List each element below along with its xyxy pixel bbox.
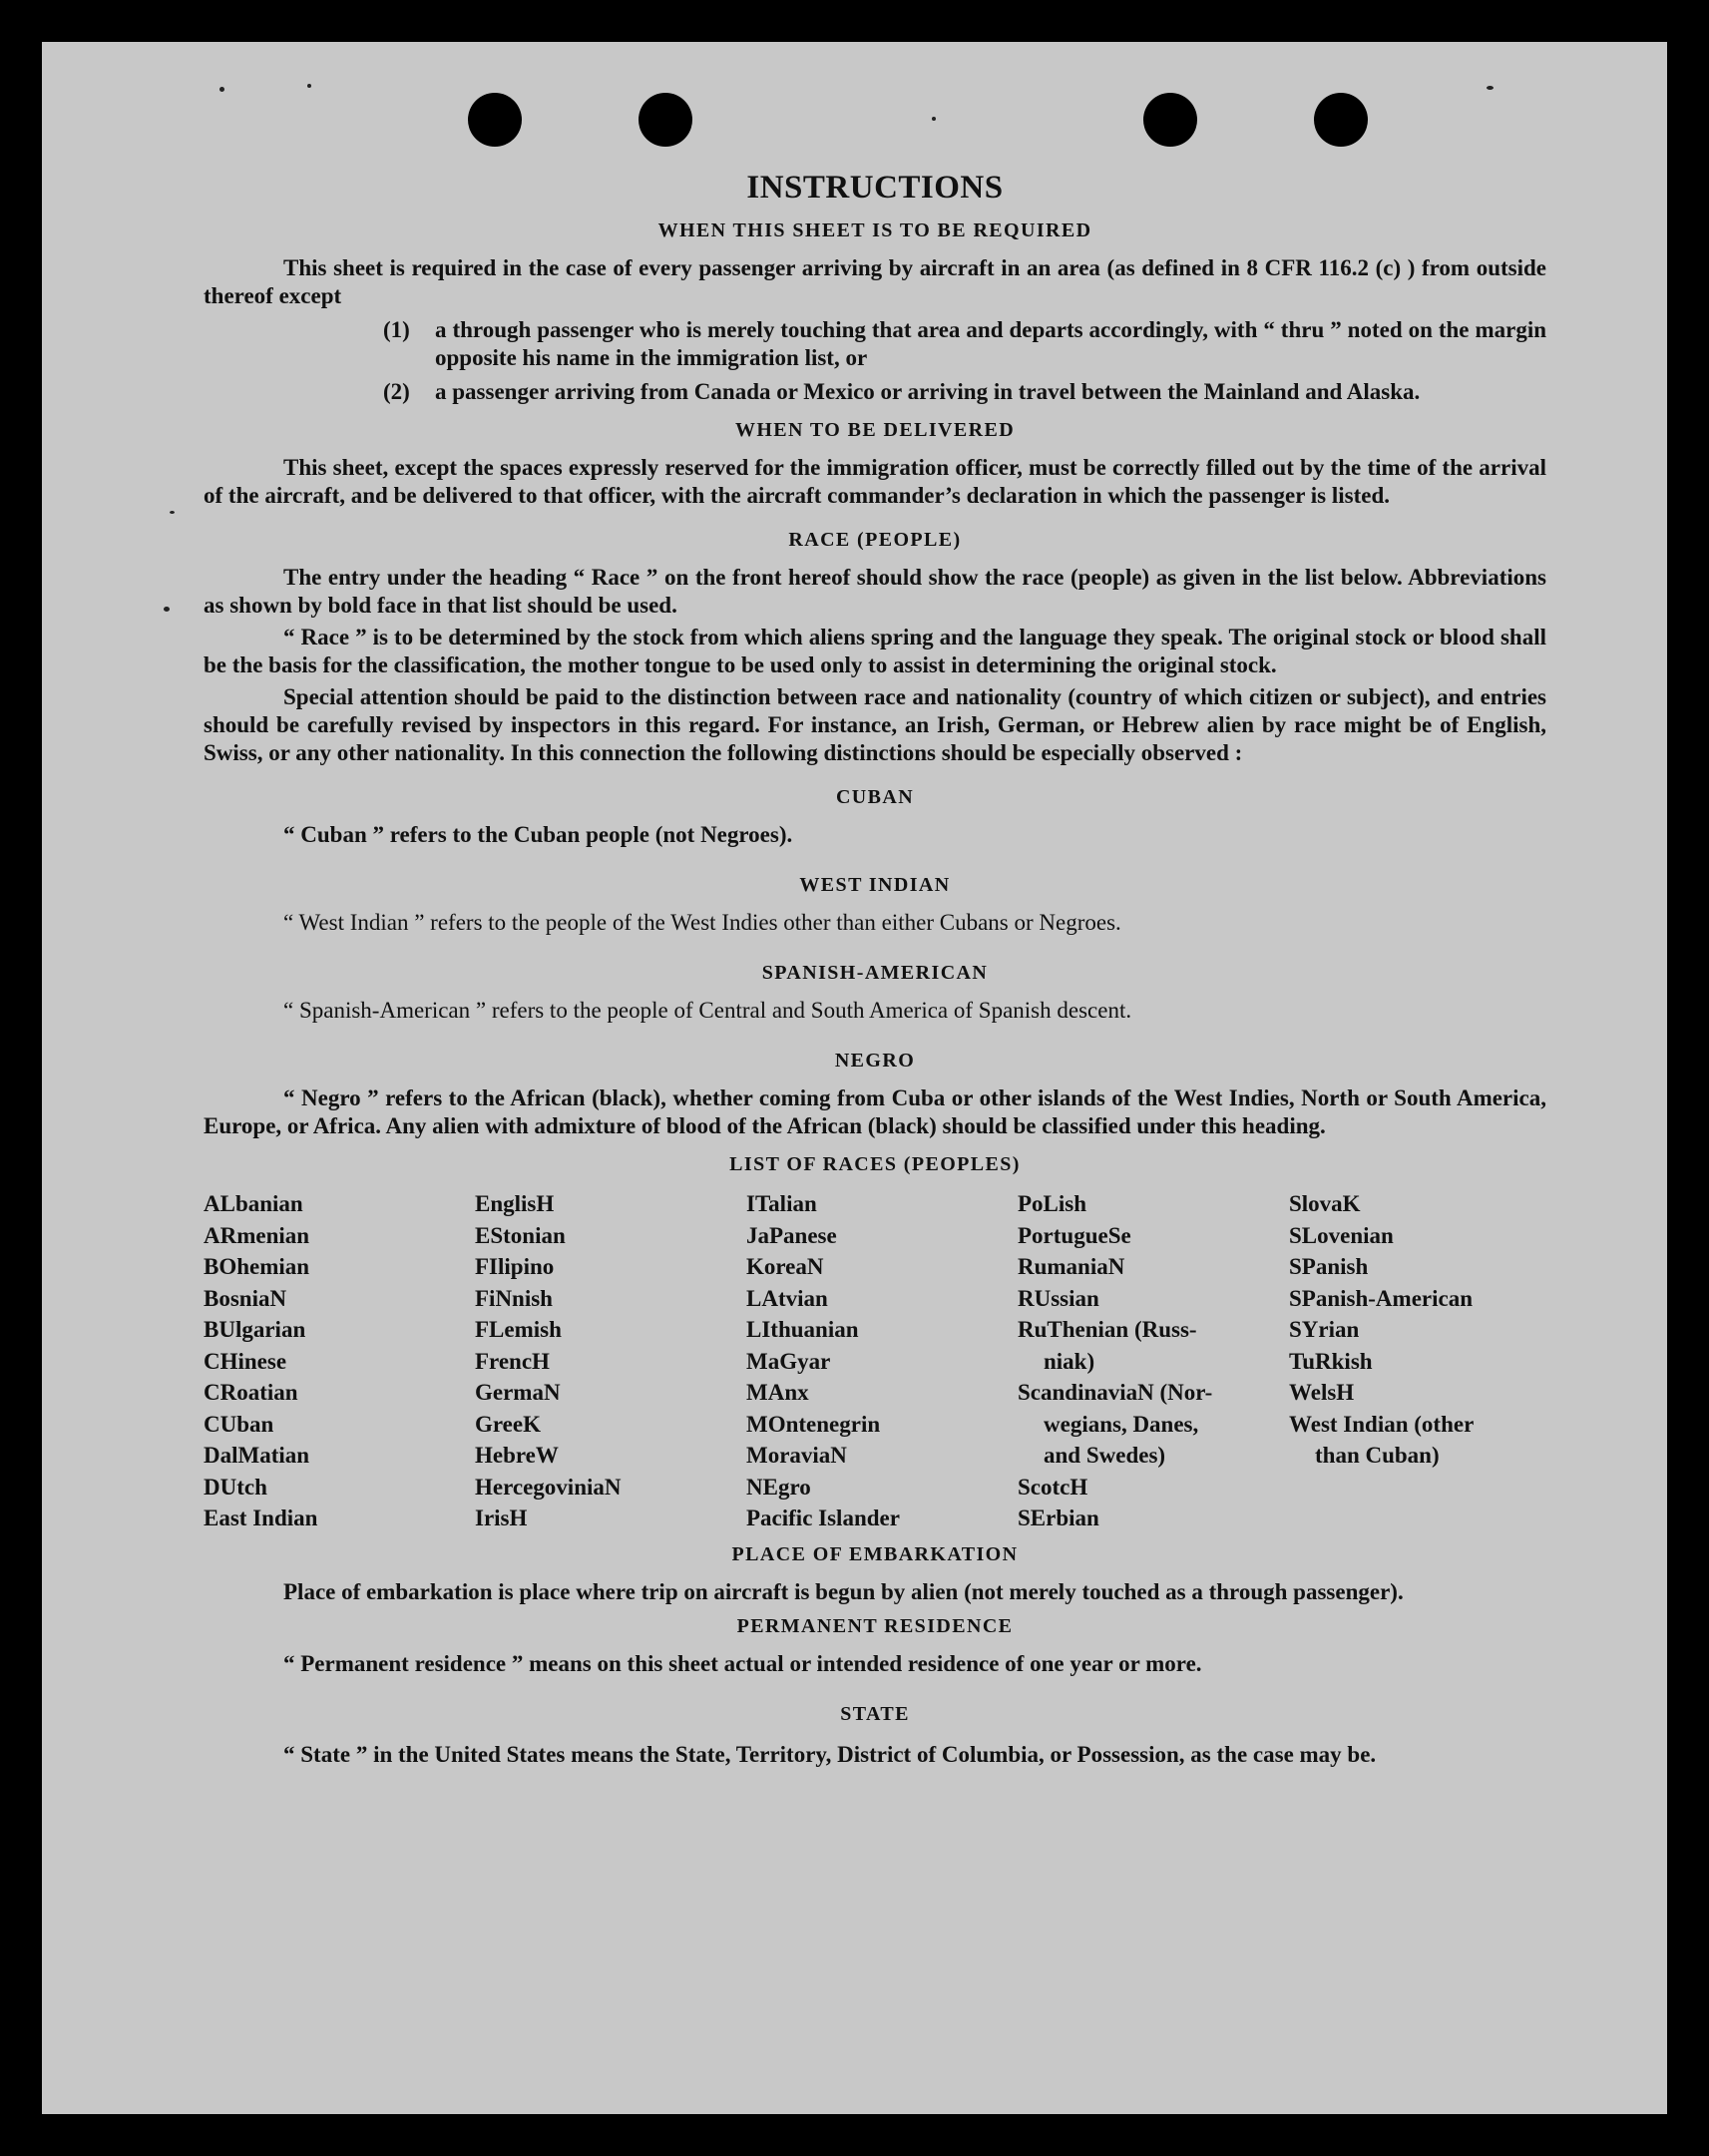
race-entry: EStonian [475,1222,566,1248]
race-entry: MOntenegrin [746,1411,881,1437]
residence-text: “ Permanent residence ” means on this sheet actual or intended residence of one year or more. [283,1650,1202,1676]
punch-hole [639,93,692,147]
race-entry: LIthuanian [746,1317,859,1342]
heading-spanish-american: SPANISH-AMERICAN [761,962,989,984]
race-entry: NEgro [746,1474,811,1500]
heading-list-of-races: LIST OF RACES (PEOPLES) [729,1153,1021,1175]
race-entry: WelsH [1289,1380,1355,1405]
races-column-3 [746,1188,1018,1534]
speck [164,607,170,612]
item-text: a passenger arriving from Canada or Mexico or arriving in travel between the Mainland and Alaska. [435,379,1421,404]
race-entry: MoraviaN [746,1443,847,1468]
race-entry: MAnx [746,1380,809,1405]
races-column-1 [204,1188,475,1534]
race-entry: IrisH [475,1506,528,1530]
speck [1487,86,1494,90]
race-entry: HercegoviniaN [475,1474,622,1500]
heading-permanent-residence: PERMANENT RESIDENCE [736,1614,1014,1637]
speck [932,117,936,121]
race-entry: CUban [204,1411,274,1437]
race-entry: FLemish [475,1317,562,1342]
speck [170,511,175,514]
race-entry: FiNnish [475,1285,553,1311]
race-paragraph-2: “ Race ” is to be determined by the stock from which aliens spring and the language they speak. The original stock or blood shall be the basis for the classification, the mother tongue to be used only to assist in determining the original stock. [204,625,1546,677]
race-entry: SPanish [1289,1254,1369,1279]
item-number: (2) [383,379,410,404]
exception-item-1 [204,316,1546,372]
race-entry: ALbanian [204,1191,303,1216]
speck [307,84,311,88]
race-entry: HebreW [475,1443,559,1468]
race-entry: DUtch [204,1474,267,1500]
race-entry: RumaniaN [1018,1254,1125,1279]
document-page [42,42,1667,2114]
punch-hole [1314,93,1368,147]
negro-text: “ Negro ” refers to the African (black), whether coming from Cuba or other islands of the West Indies, North or South America, Europe, or Africa. Any alien with admixture of blood of the African (black) should be classified under this heading. [204,1085,1546,1138]
race-entry: ScandinaviaN (Nor- [1018,1380,1213,1405]
page-title: INSTRUCTIONS [746,170,1004,206]
heading-place-of-embarkation: PLACE OF EMBARKATION [731,1542,1019,1565]
race-entry: RuThenian (Russ- [1018,1317,1197,1342]
race-entry: TuRkish [1289,1348,1373,1374]
races-column-2 [475,1188,746,1534]
heading-negro: NEGRO [834,1050,916,1072]
required-intro: This sheet is required in the case of every passenger arriving by aircraft in an area (as defined in 8 CFR 116.2 (c) ) from outside thereof except [204,255,1546,308]
race-entry: DalMatian [204,1443,310,1468]
heading-west-indian: WEST INDIAN [799,874,951,896]
race-entry: East Indian [204,1506,318,1530]
race-paragraph-3: Special attention should be paid to the distinction between race and nationality (country of which citizen or subject), and entries should be carefully revised by inspectors in this regard. For instance, an Irish, German, or Hebrew alien by race might be of English, Swiss, or any other nationality. In this connection the following distinctions should be especially observed : [204,684,1546,765]
race-entry: West Indian (other [1289,1411,1475,1437]
race-entry: RUssian [1018,1285,1099,1311]
race-entry: FIlipino [475,1254,555,1279]
race-entry-continuation: wegians, Danes, [1044,1411,1199,1437]
punch-hole [468,93,522,147]
item-number: (1) [383,317,410,342]
heading-when-delivered: WHEN TO BE DELIVERED [734,419,1016,441]
heading-state: STATE [840,1702,910,1725]
race-entry: CRoatian [204,1380,298,1405]
race-entry: ScotcH [1018,1474,1088,1500]
race-entry-continuation: niak) [1044,1348,1095,1374]
race-entry: SPanish-American [1289,1285,1473,1311]
race-entry: SLovenian [1289,1222,1394,1248]
race-entry: ARmenian [204,1222,310,1248]
race-entry: Pacific Islander [746,1506,900,1530]
cuban-text: “ Cuban ” refers to the Cuban people (not Negroes). [283,822,793,847]
delivered-text: This sheet, except the spaces expressly reserved for the immigration officer, must be correctly filled out by the time of the arrival of the aircraft, and be delivered to that officer, with the aircraft commander’s declaration in which the passenger is listed. [204,455,1546,508]
exception-item-2 [204,378,1546,406]
race-entry: MaGyar [746,1348,831,1374]
race-entry-continuation: and Swedes) [1044,1443,1166,1468]
race-entry: EnglisH [475,1191,555,1216]
race-entry-continuation: than Cuban) [1315,1443,1440,1468]
state-text: “ State ” in the United States means the State, Territory, District of Columbia, or Possession, as the case may be. [283,1741,1377,1767]
heading-cuban: CUBAN [835,786,915,808]
race-entry: BosniaN [204,1285,287,1311]
races-column-4 [1018,1188,1289,1534]
west-indian-text: “ West Indian ” refers to the people of the West Indies other than either Cubans or Negroes. [283,910,1121,935]
race-entry: PoLish [1018,1191,1087,1216]
race-entry: SlovaK [1289,1191,1361,1216]
instructions-content [204,170,1546,1772]
race-entry: LAtvian [746,1285,828,1311]
race-entry: FrencH [475,1348,550,1374]
race-entry: KoreaN [746,1254,824,1279]
race-entry: ITalian [746,1191,817,1216]
race-entry: PortugueSe [1018,1222,1131,1248]
race-paragraph-1: The entry under the heading “ Race ” on the front hereof should show the race (people) as given in the list below. Abbreviations as shown by bold face in that list should be used. [204,565,1546,618]
heading-when-required: WHEN THIS SHEET IS TO BE REQUIRED [657,219,1092,241]
race-entry: GreeK [475,1411,541,1437]
race-entry: BUlgarian [204,1317,306,1342]
speck [219,87,224,92]
race-entry: SYrian [1289,1317,1360,1342]
races-list [204,1188,1546,1534]
spanish-american-text: “ Spanish-American ” refers to the people of Central and South America of Spanish descent. [283,998,1132,1023]
embarkation-text: Place of embarkation is place where trip on aircraft is begun by alien (not merely touched as a through passenger). [283,1578,1404,1604]
race-entry: SErbian [1018,1506,1099,1530]
race-entry: CHinese [204,1348,287,1374]
punch-hole [1143,93,1197,147]
races-column-5 [1289,1188,1538,1534]
heading-race: RACE (PEOPLE) [788,529,962,551]
race-entry: BOhemian [204,1254,310,1279]
race-entry: GermaN [475,1380,561,1405]
race-entry: JaPanese [746,1222,837,1248]
item-text: a through passenger who is merely touching that area and departs accordingly, with “ thru ” noted on the margin opposite his name in the immigration list, or [435,317,1546,370]
